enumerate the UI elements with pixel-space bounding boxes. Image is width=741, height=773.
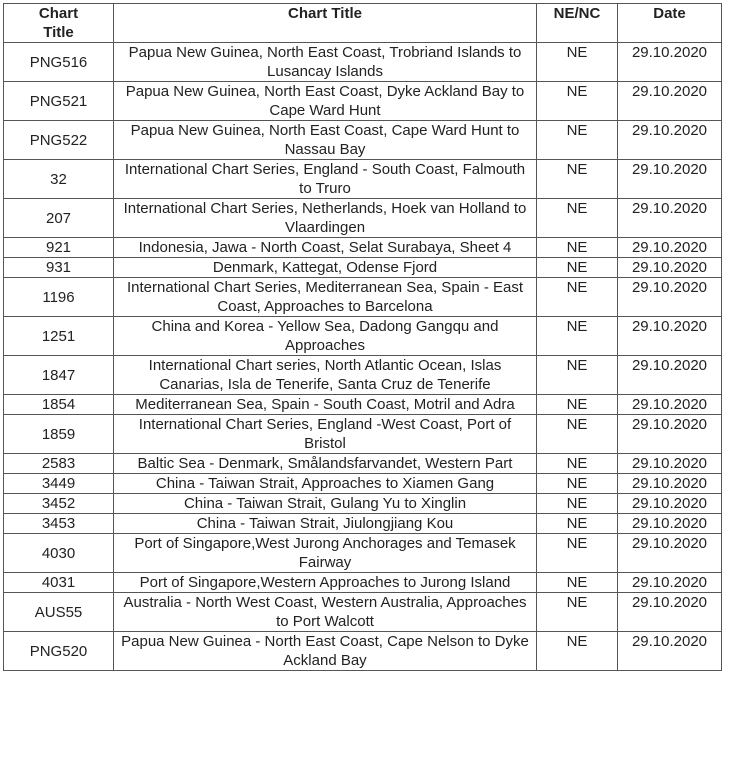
chart-number-cell: 2583 (4, 454, 114, 474)
chart-number-cell: 3452 (4, 494, 114, 514)
ne-nc-cell: NE (537, 82, 618, 121)
date-cell: 29.10.2020 (618, 121, 722, 160)
table-row (4, 474, 722, 494)
chart-number-cell: 1854 (4, 395, 114, 415)
date-cell: 29.10.2020 (618, 514, 722, 534)
chart-number-cell: 921 (4, 238, 114, 258)
chart-title-cell: Mediterranean Sea, Spain - South Coast, Motril and Adra (114, 395, 537, 415)
chart-title-cell: International Chart Series, England - South Coast, Falmouth to Truro (114, 160, 537, 199)
ne-nc-cell: NE (537, 199, 618, 238)
date-cell: 29.10.2020 (618, 356, 722, 395)
date-cell: 29.10.2020 (618, 474, 722, 494)
chart-title-cell: Australia - North West Coast, Western Australia, Approaches to Port Walcott (114, 593, 537, 632)
date-cell: 29.10.2020 (618, 593, 722, 632)
ne-nc-cell: NE (537, 238, 618, 258)
chart-number-cell: PNG522 (4, 121, 114, 160)
ne-nc-cell: NE (537, 43, 618, 82)
table-row (4, 317, 722, 356)
table-row (4, 534, 722, 573)
ne-nc-cell: NE (537, 474, 618, 494)
ne-nc-cell: NE (537, 494, 618, 514)
chart-title-cell: International Chart Series, England -West Coast, Port of Bristol (114, 415, 537, 454)
ne-nc-cell: NE (537, 632, 618, 671)
chart-number-cell: 32 (4, 160, 114, 199)
ne-nc-cell: NE (537, 258, 618, 278)
date-cell: 29.10.2020 (618, 415, 722, 454)
table-row (4, 43, 722, 82)
date-cell: 29.10.2020 (618, 238, 722, 258)
chart-title-cell: Papua New Guinea, North East Coast, Trobriand Islands to Lusancay Islands (114, 43, 537, 82)
ne-nc-cell: NE (537, 121, 618, 160)
header-date: Date (618, 4, 722, 43)
chart-title-cell: International Chart Series, Mediterranean Sea, Spain - East Coast, Approaches to Barcelona (114, 278, 537, 317)
header-chart-number: Chart Title (4, 4, 114, 43)
table-row (4, 160, 722, 199)
ne-nc-cell: NE (537, 395, 618, 415)
chart-title-cell: International Chart Series, Netherlands, Hoek van Holland to Vlaardingen (114, 199, 537, 238)
table-row (4, 121, 722, 160)
chart-number-cell: 3453 (4, 514, 114, 534)
ne-nc-cell: NE (537, 514, 618, 534)
ne-nc-cell: NE (537, 415, 618, 454)
date-cell: 29.10.2020 (618, 317, 722, 356)
chart-number-cell: 3449 (4, 474, 114, 494)
table-row (4, 454, 722, 474)
chart-number-cell: PNG521 (4, 82, 114, 121)
ne-nc-cell: NE (537, 160, 618, 199)
ne-nc-cell: NE (537, 454, 618, 474)
table-row (4, 593, 722, 632)
chart-title-cell: Indonesia, Jawa - North Coast, Selat Surabaya, Sheet 4 (114, 238, 537, 258)
chart-title-cell: Port of Singapore,West Jurong Anchorages and Temasek Fairway (114, 534, 537, 573)
chart-number-cell: 4030 (4, 534, 114, 573)
chart-number-cell: AUS55 (4, 593, 114, 632)
date-cell: 29.10.2020 (618, 454, 722, 474)
chart-number-cell: 1847 (4, 356, 114, 395)
table-row (4, 258, 722, 278)
header-ne-nc: NE/NC (537, 4, 618, 43)
chart-title-cell: Papua New Guinea, North East Coast, Cape Ward Hunt to Nassau Bay (114, 121, 537, 160)
date-cell: 29.10.2020 (618, 43, 722, 82)
table-row (4, 573, 722, 593)
date-cell: 29.10.2020 (618, 278, 722, 317)
ne-nc-cell: NE (537, 278, 618, 317)
chart-title-cell: China - Taiwan Strait, Gulang Yu to Xinglin (114, 494, 537, 514)
chart-number-cell: 1859 (4, 415, 114, 454)
chart-title-cell: Papua New Guinea, North East Coast, Dyke Ackland Bay to Cape Ward Hunt (114, 82, 537, 121)
table-row (4, 82, 722, 121)
date-cell: 29.10.2020 (618, 534, 722, 573)
chart-title-cell: China and Korea - Yellow Sea, Dadong Gangqu and Approaches (114, 317, 537, 356)
chart-number-cell: 931 (4, 258, 114, 278)
chart-number-cell: 207 (4, 199, 114, 238)
ne-nc-cell: NE (537, 356, 618, 395)
table-row (4, 632, 722, 671)
header-chart-title: Chart Title (114, 4, 537, 43)
date-cell: 29.10.2020 (618, 632, 722, 671)
chart-title-cell: International Chart series, North Atlantic Ocean, Islas Canarias, Isla de Tenerife, Santa Cruz de Tenerife (114, 356, 537, 395)
ne-nc-cell: NE (537, 534, 618, 573)
chart-number-cell: 1196 (4, 278, 114, 317)
charts-table (3, 3, 722, 671)
chart-title-cell: Papua New Guinea - North East Coast, Cape Nelson to Dyke Ackland Bay (114, 632, 537, 671)
date-cell: 29.10.2020 (618, 258, 722, 278)
ne-nc-cell: NE (537, 593, 618, 632)
table-row (4, 356, 722, 395)
chart-title-cell: Port of Singapore,Western Approaches to Jurong Island (114, 573, 537, 593)
chart-title-cell: China - Taiwan Strait, Jiulongjiang Kou (114, 514, 537, 534)
date-cell: 29.10.2020 (618, 160, 722, 199)
chart-title-cell: China - Taiwan Strait, Approaches to Xiamen Gang (114, 474, 537, 494)
chart-number-cell: 1251 (4, 317, 114, 356)
date-cell: 29.10.2020 (618, 573, 722, 593)
chart-number-cell: PNG520 (4, 632, 114, 671)
chart-number-cell: 4031 (4, 573, 114, 593)
table-row (4, 514, 722, 534)
ne-nc-cell: NE (537, 317, 618, 356)
chart-title-cell: Baltic Sea - Denmark, Smålandsfarvandet, Western Part (114, 454, 537, 474)
table-row (4, 278, 722, 317)
date-cell: 29.10.2020 (618, 494, 722, 514)
date-cell: 29.10.2020 (618, 82, 722, 121)
table-row (4, 238, 722, 258)
date-cell: 29.10.2020 (618, 199, 722, 238)
table-row (4, 395, 722, 415)
table-row (4, 494, 722, 514)
header-row (4, 4, 722, 43)
date-cell: 29.10.2020 (618, 395, 722, 415)
table-row (4, 415, 722, 454)
chart-title-cell: Denmark, Kattegat, Odense Fjord (114, 258, 537, 278)
table-row (4, 199, 722, 238)
chart-number-cell: PNG516 (4, 43, 114, 82)
ne-nc-cell: NE (537, 573, 618, 593)
